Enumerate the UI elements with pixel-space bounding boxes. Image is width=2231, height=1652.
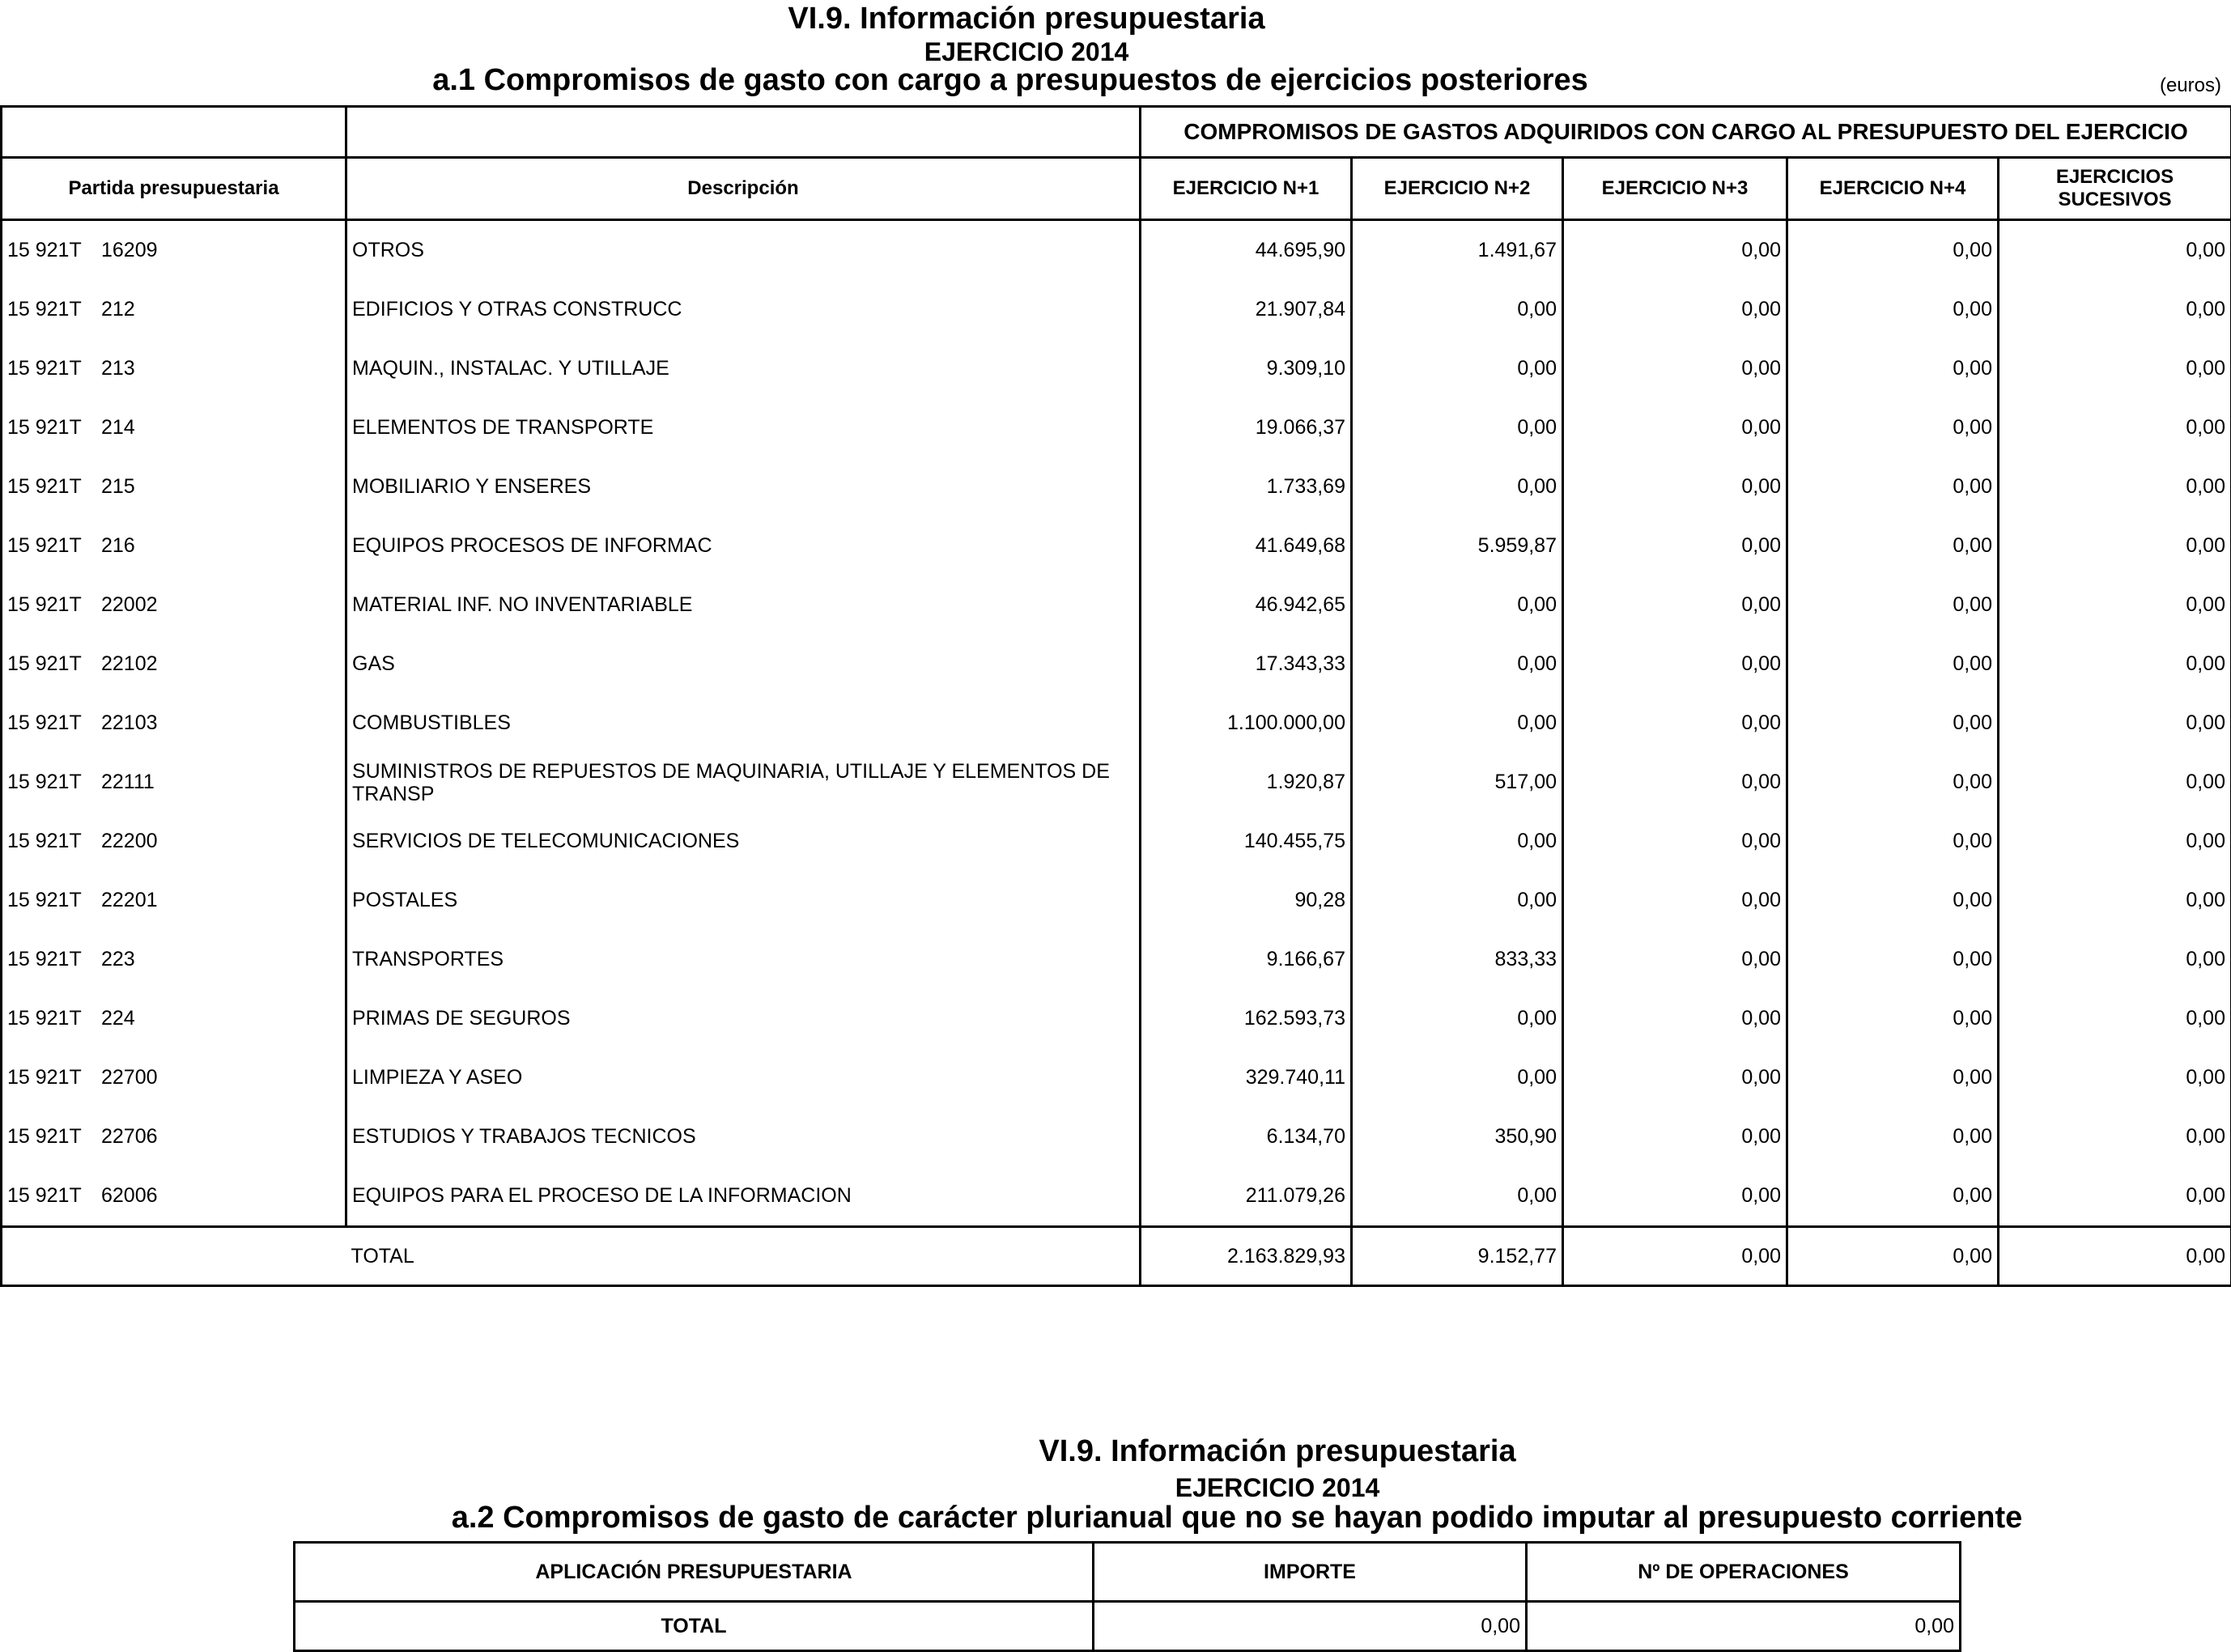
n1-cell: 17.343,33 [1141,635,1352,694]
n1-cell: 21.907,84 [1141,280,1352,339]
col-header-n1: EJERCICIO N+1 [1141,158,1352,220]
n4-cell: 0,00 [1787,339,1999,398]
partida-cell [2,220,346,281]
n4-cell: 0,00 [1787,930,1999,989]
n1-cell: 44.695,90 [1141,220,1352,281]
table-row [2,575,2231,635]
page-title: VI.9. Información presupuestaria [0,2,2142,36]
n3-cell: 0,00 [1563,398,1787,457]
n2-cell: 0,00 [1352,339,1563,398]
partida-code: 214 [101,416,135,439]
sucesivos-cell: 0,00 [1999,930,2231,989]
partida-code: 22200 [101,830,158,852]
n3-cell: 0,00 [1563,635,1787,694]
n4-cell: 0,00 [1787,1107,1999,1166]
partida-cell [2,1048,346,1107]
partida-code: 22002 [101,593,158,616]
table-row [2,398,2231,457]
table-row [2,635,2231,694]
n4-cell: 0,00 [1787,516,1999,575]
sucesivos-cell: 0,00 [1999,989,2231,1048]
n2-cell: 0,00 [1352,1166,1563,1227]
sucesivos-cell: 0,00 [1999,694,2231,753]
col-header-importe: IMPORTE [1094,1543,1527,1602]
partida-cell [2,1107,346,1166]
table-header-row [2,158,2231,220]
table-row [2,1048,2231,1107]
description-cell: MOBILIARIO Y ENSERES [346,457,1141,516]
sucesivos-cell: 0,00 [1999,516,2231,575]
n2-cell: 0,00 [1352,398,1563,457]
total-n4: 0,00 [1787,1227,1999,1286]
n3-cell: 0,00 [1563,694,1787,753]
partida-code: 22706 [101,1125,158,1148]
description-cell: COMBUSTIBLES [346,694,1141,753]
description-cell: MAQUIN., INSTALAC. Y UTILLAJE [346,339,1141,398]
sucesivos-cell: 0,00 [1999,812,2231,871]
partida-program: 15 921T [7,889,101,912]
n4-cell: 0,00 [1787,1166,1999,1227]
table-row [2,457,2231,516]
n2-cell: 350,90 [1352,1107,1563,1166]
description-cell: SERVICIOS DE TELECOMUNICACIONES [346,812,1141,871]
col-header-n2: EJERCICIO N+2 [1352,158,1563,220]
description-cell: EDIFICIOS Y OTRAS CONSTRUCC [346,280,1141,339]
partida-program: 15 921T [7,711,101,735]
table-super-header-row [2,107,2231,158]
table-row [2,812,2231,871]
pluriannual-table [293,1541,1961,1652]
partida-program: 15 921T [7,1125,101,1149]
n2-cell: 833,33 [1352,930,1563,989]
col-header-operaciones: Nº DE OPERACIONES [1527,1543,1961,1602]
sucesivos-cell: 0,00 [1999,1107,2231,1166]
partida-cell [2,871,346,930]
n4-cell: 0,00 [1787,753,1999,812]
pluriannual-header-row [295,1543,1961,1602]
description-cell: OTROS [346,220,1141,281]
partida-program: 15 921T [7,298,101,321]
n3-cell: 0,00 [1563,1048,1787,1107]
n2-cell: 0,00 [1352,280,1563,339]
n3-cell: 0,00 [1563,930,1787,989]
n3-cell: 0,00 [1563,871,1787,930]
section2-subtitle: a.2 Compromisos de gasto de carácter plurianual que no se hayan podido imputar al presupuesto corriente [121,1501,2231,1535]
partida-code: 22201 [101,889,158,911]
page-subtitle: a.1 Compromisos de gasto con cargo a presupuestos de ejercicios posteriores [0,63,2126,98]
n3-cell: 0,00 [1563,1107,1787,1166]
n4-cell: 0,00 [1787,1048,1999,1107]
description-cell: ESTUDIOS Y TRABAJOS TECNICOS [346,1107,1141,1166]
n1-cell: 9.166,67 [1141,930,1352,989]
partida-cell [2,457,346,516]
total-label: TOTAL [346,1227,1141,1286]
description-cell: EQUIPOS PROCESOS DE INFORMAC [346,516,1141,575]
partida-cell [2,694,346,753]
n1-cell: 1.733,69 [1141,457,1352,516]
n1-cell: 140.455,75 [1141,812,1352,871]
partida-cell [2,398,346,457]
n4-cell: 0,00 [1787,635,1999,694]
commitments-table [0,105,2231,1287]
partida-cell [2,753,346,812]
sucesivos-cell: 0,00 [1999,457,2231,516]
sucesivos-cell: 0,00 [1999,339,2231,398]
section2-year: EJERCICIO 2014 [162,1473,2231,1503]
total-sucesivos: 0,00 [1999,1227,2231,1286]
description-cell: PRIMAS DE SEGUROS [346,989,1141,1048]
partida-code: 22103 [101,711,158,734]
n2-cell: 0,00 [1352,575,1563,635]
table-row [2,753,2231,812]
table-row [2,280,2231,339]
n4-cell: 0,00 [1787,220,1999,281]
partida-program: 15 921T [7,830,101,853]
sucesivos-cell: 0,00 [1999,1048,2231,1107]
table-row [2,1166,2231,1227]
pluriannual-total-label: TOTAL [295,1602,1094,1651]
n1-cell: 162.593,73 [1141,989,1352,1048]
col-header-n3: EJERCICIO N+3 [1563,158,1787,220]
pluriannual-total-row [295,1602,1961,1651]
table-row [2,1107,2231,1166]
partida-code: 215 [101,475,135,498]
n2-cell: 0,00 [1352,812,1563,871]
col-header-aplicacion: APLICACIÓN PRESUPUESTARIA [295,1543,1094,1602]
n3-cell: 0,00 [1563,220,1787,281]
n1-cell: 90,28 [1141,871,1352,930]
partida-cell [2,575,346,635]
sucesivos-cell: 0,00 [1999,635,2231,694]
n4-cell: 0,00 [1787,812,1999,871]
n4-cell: 0,00 [1787,871,1999,930]
partida-cell [2,516,346,575]
partida-program: 15 921T [7,357,101,380]
total-n1: 2.163.829,93 [1141,1227,1352,1286]
n2-cell: 1.491,67 [1352,220,1563,281]
n1-cell: 41.649,68 [1141,516,1352,575]
partida-program: 15 921T [7,652,101,676]
partida-cell [2,635,346,694]
n1-cell: 9.309,10 [1141,339,1352,398]
description-cell: SUMINISTROS DE REPUESTOS DE MAQUINARIA, UTILLAJE Y ELEMENTOS DE TRANSP [346,753,1141,812]
partida-program: 15 921T [7,475,101,499]
n4-cell: 0,00 [1787,280,1999,339]
description-cell: POSTALES [346,871,1141,930]
description-cell: TRANSPORTES [346,930,1141,989]
n2-cell: 0,00 [1352,871,1563,930]
n3-cell: 0,00 [1563,280,1787,339]
n3-cell: 0,00 [1563,753,1787,812]
n3-cell: 0,00 [1563,457,1787,516]
sucesivos-cell: 0,00 [1999,871,2231,930]
partida-cell [2,339,346,398]
partida-code: 22700 [101,1066,158,1089]
n2-cell: 0,00 [1352,694,1563,753]
super-header: COMPROMISOS DE GASTOS ADQUIRIDOS CON CARGO AL PRESUPUESTO DEL EJERCICIO [1141,107,2231,158]
n3-cell: 0,00 [1563,575,1787,635]
n3-cell: 0,00 [1563,989,1787,1048]
partida-cell [2,812,346,871]
n1-cell: 19.066,37 [1141,398,1352,457]
n2-cell: 0,00 [1352,635,1563,694]
n1-cell: 6.134,70 [1141,1107,1352,1166]
n4-cell: 0,00 [1787,989,1999,1048]
partida-code: 22102 [101,652,158,675]
pluriannual-total-operaciones: 0,00 [1527,1602,1961,1651]
table-row [2,989,2231,1048]
description-cell: MATERIAL INF. NO INVENTARIABLE [346,575,1141,635]
total-n3: 0,00 [1563,1227,1787,1286]
page-year: EJERCICIO 2014 [0,37,2142,67]
description-cell: LIMPIEZA Y ASEO [346,1048,1141,1107]
n2-cell: 0,00 [1352,457,1563,516]
n3-cell: 0,00 [1563,1166,1787,1227]
partida-code: 216 [101,534,135,557]
partida-program: 15 921T [7,1066,101,1089]
partida-code: 22111 [101,771,155,793]
total-row [2,1227,2231,1286]
sucesivos-cell: 0,00 [1999,753,2231,812]
partida-program: 15 921T [7,1007,101,1030]
sucesivos-cell: 0,00 [1999,1166,2231,1227]
n2-cell: 5.959,87 [1352,516,1563,575]
section2-title: VI.9. Información presupuestaria [162,1434,2231,1469]
partida-code: 213 [101,357,135,380]
n4-cell: 0,00 [1787,398,1999,457]
table-row [2,694,2231,753]
n2-cell: 0,00 [1352,1048,1563,1107]
partida-cell [2,1166,346,1227]
n1-cell: 1.100.000,00 [1141,694,1352,753]
sucesivos-cell: 0,00 [1999,398,2231,457]
table-row [2,516,2231,575]
partida-program: 15 921T [7,593,101,617]
n2-cell: 517,00 [1352,753,1563,812]
sucesivos-cell: 0,00 [1999,575,2231,635]
partida-code: 62006 [101,1184,158,1207]
partida-code: 223 [101,948,135,970]
table-row [2,871,2231,930]
sucesivos-cell: 0,00 [1999,280,2231,339]
col-header-descripcion: Descripción [346,158,1141,220]
unit-label: (euros) [2160,74,2221,97]
description-cell: ELEMENTOS DE TRANSPORTE [346,398,1141,457]
col-header-sucesivos: EJERCICIOS SUCESIVOS [1999,158,2231,220]
partida-program: 15 921T [7,416,101,440]
partida-code: 16209 [101,239,158,261]
partida-cell [2,989,346,1048]
partida-code: 212 [101,298,135,321]
col-header-partida: Partida presupuestaria [2,158,346,220]
col-header-n4: EJERCICIO N+4 [1787,158,1999,220]
n1-cell: 1.920,87 [1141,753,1352,812]
n3-cell: 0,00 [1563,516,1787,575]
partida-code: 224 [101,1007,135,1030]
table-row [2,930,2231,989]
partida-program: 15 921T [7,239,101,262]
partida-program: 15 921T [7,948,101,971]
partida-program: 15 921T [7,771,101,794]
n2-cell: 0,00 [1352,989,1563,1048]
n4-cell: 0,00 [1787,457,1999,516]
partida-cell [2,280,346,339]
description-cell: GAS [346,635,1141,694]
partida-program: 15 921T [7,534,101,558]
n4-cell: 0,00 [1787,694,1999,753]
table-row [2,339,2231,398]
n3-cell: 0,00 [1563,339,1787,398]
n1-cell: 46.942,65 [1141,575,1352,635]
n1-cell: 211.079,26 [1141,1166,1352,1227]
description-cell: EQUIPOS PARA EL PROCESO DE LA INFORMACION [346,1166,1141,1227]
n4-cell: 0,00 [1787,575,1999,635]
n3-cell: 0,00 [1563,812,1787,871]
table-row [2,220,2231,281]
partida-program: 15 921T [7,1184,101,1208]
partida-cell [2,930,346,989]
n1-cell: 329.740,11 [1141,1048,1352,1107]
sucesivos-cell: 0,00 [1999,220,2231,281]
pluriannual-total-importe: 0,00 [1094,1602,1527,1651]
total-n2: 9.152,77 [1352,1227,1563,1286]
